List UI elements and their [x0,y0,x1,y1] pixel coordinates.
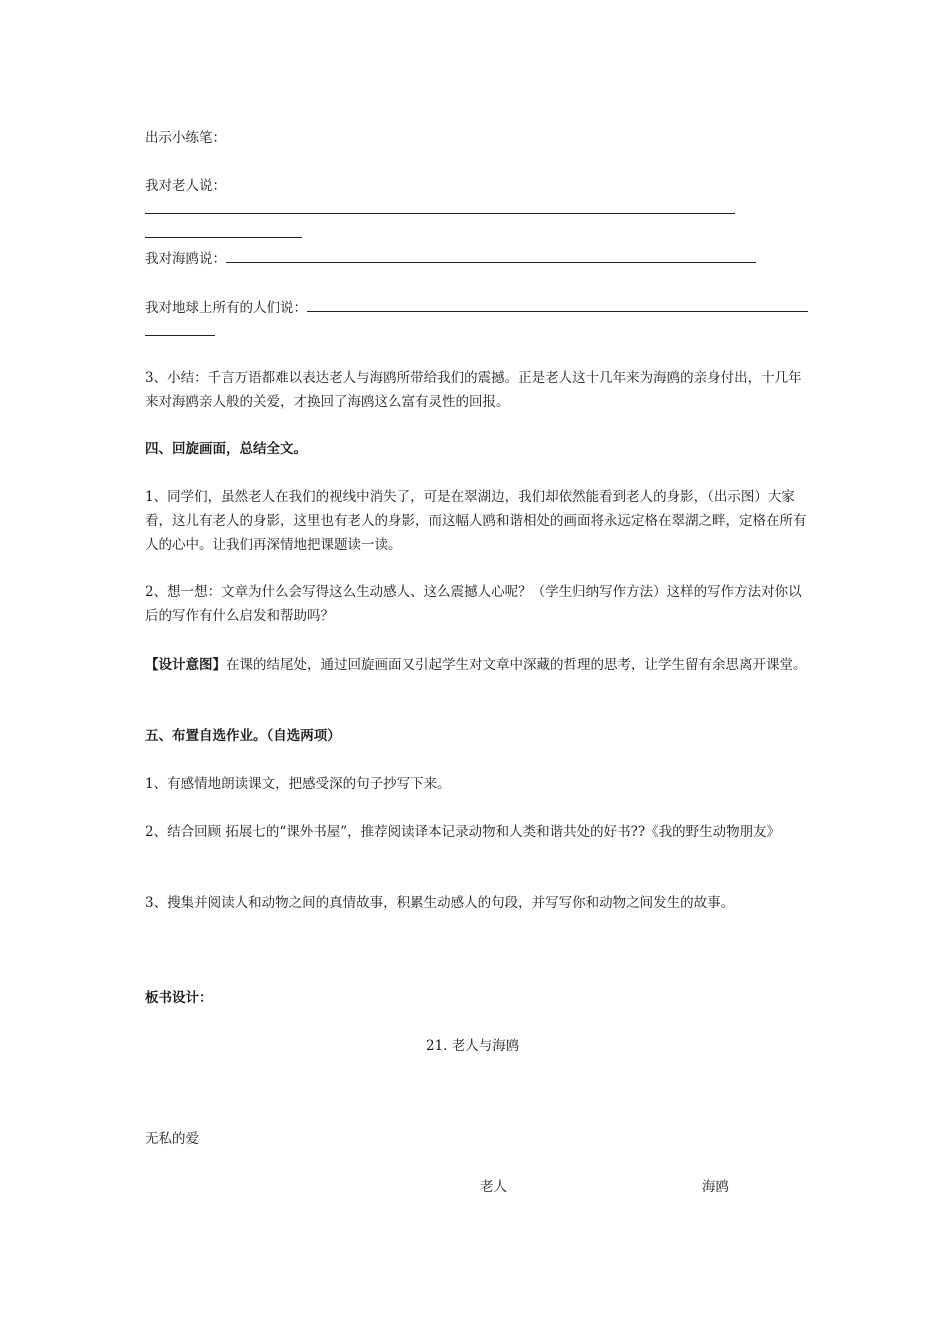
answer-line[interactable] [307,297,808,312]
homework-item-2: 2、结合回顾 拓展七的“课外书屋”，推荐阅读译本记录动物和人类和谐共处的好书??《我的野生动物朋友》 [145,824,781,840]
design-intent-text: 在课的结尾处，通过回旋画面又引起学生对文章中深藏的哲理的思考，让学生留有余思离开课堂。 [226,657,807,673]
section4-paragraph2: 2、想一想：文章为什么会写得这么生动感人、这么震撼人心呢？（学生归纳写作方法）这样的写作方法对你以后的写作有什么启发和帮助吗？ [145,584,802,624]
answer-line[interactable] [145,199,735,214]
design-intent-label: 【设计意图】 [145,657,226,673]
design-intent-paragraph [145,653,813,677]
board-title: 21. 老人与海鸥 [426,1038,520,1054]
board-node-old-man: 老人 [480,1179,507,1195]
exercise-intro: 出示小练笔： [145,130,226,146]
board-design-label: 板书设计： [145,990,213,1006]
section4-paragraph1: 1、同学们，虽然老人在我们的视线中消失了，可是在翠湖边，我们却依然能看到老人的身影，（出示图）大家看，这儿有老人的身影，这里也有老人的身影，而这幅人鸥和谐相处的画面将永远定格在翠湖之畔，定格在所有人的心中。让我们再深情地把课题读一读。 [145,489,807,553]
prompt-everyone-label: 我对地球上所有的人们说： [145,300,307,316]
section5-heading: 五、布置自选作业。（自选两项） [145,728,341,744]
board-left-text: 无私的爱 [145,1131,199,1147]
homework-item-3: 3、搜集并阅读人和动物之间的真情故事，积累生动感人的句段，并写写你和动物之间发生的故事。 [145,895,735,911]
exercise-prompt-everyone [145,296,813,344]
answer-line[interactable] [226,248,756,263]
answer-line-continued[interactable] [145,321,215,336]
section4-heading: 四、回旋画面，总结全文。 [145,441,307,457]
summary-paragraph: 3、小结：千言万语都难以表达老人与海鸥所带给我们的震撼。正是老人这十几年来为海鸥的亲身付出，十几年来对海鸥亲人般的关爱，才换回了海鸥这么富有灵性的回报。 [145,370,802,410]
prompt-seagull-label: 我对海鸥说： [145,251,226,267]
homework-item-1: 1、有感情地朗读课文，把感受深的句子抄写下来。 [145,776,451,792]
exercise-prompt-seagull [145,247,813,271]
board-node-seagull: 海鸥 [702,1179,729,1195]
prompt-old-man-label: 我对老人说： [145,178,226,194]
answer-line-continued[interactable] [145,223,302,238]
exercise-prompt-old-man [145,174,813,246]
